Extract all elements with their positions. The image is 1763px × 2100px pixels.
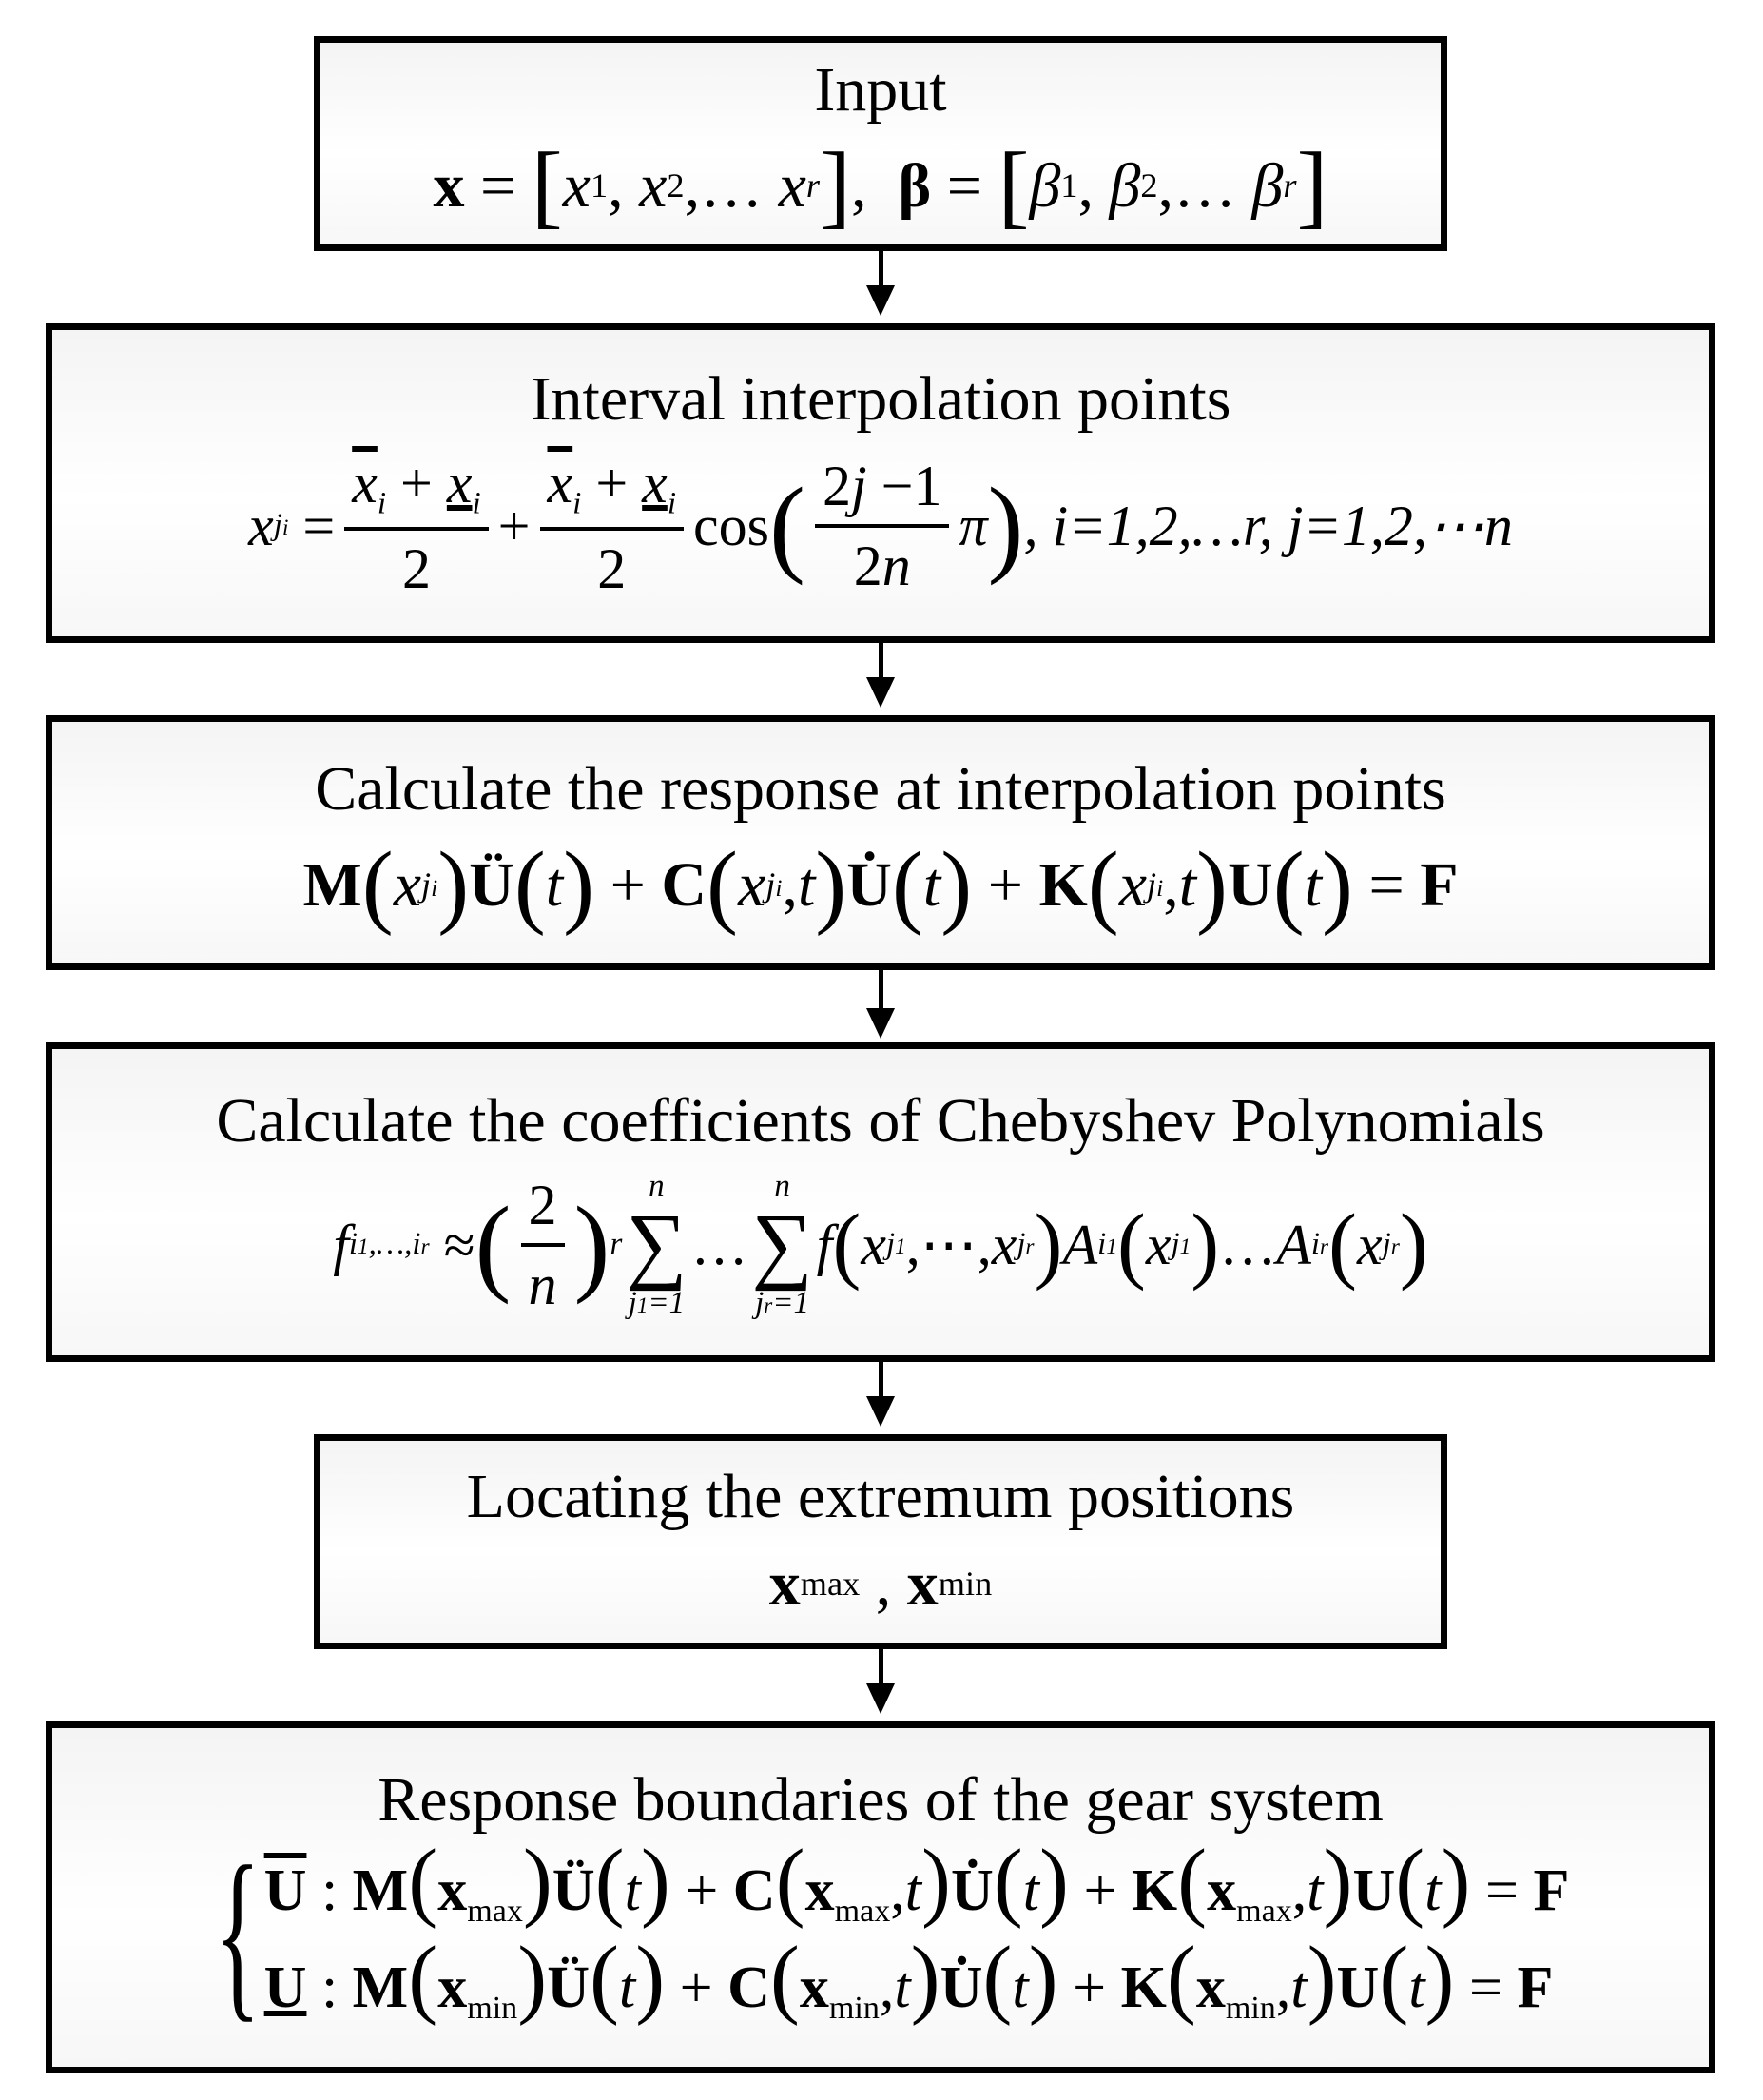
upper-bound-equation: $\overline{U}$ : M(xmax)Ü(t) + C(xmax,t)U̇(t) + K(xmax,t)U(t) = F bbox=[263, 1832, 1570, 1930]
interpolation-indices: , i=1,2,…r, j=1,2,⋯n bbox=[1023, 494, 1513, 557]
interpolation-title: Interval interpolation points bbox=[530, 363, 1231, 434]
response-box bbox=[46, 715, 1715, 970]
extremum-box bbox=[314, 1434, 1447, 1649]
input-title: Input bbox=[814, 54, 947, 125]
response-title: Calculate the response at interpolation points bbox=[315, 753, 1446, 824]
extremum-title: Locating the extremum positions bbox=[466, 1462, 1295, 1532]
input-box bbox=[314, 36, 1447, 251]
interpolation-formula: x ji = $\frac{\overline{x}_i + x_i}{2}$ + $\frac{\overline{x}_i + x_i}{2}$ cos ( $\frac{2j -1}{2n}$ π ) , i=1,2,…r, j=1,2,⋯n bbox=[248, 449, 1513, 603]
boundaries-box bbox=[46, 1721, 1715, 2073]
response-formula: M ( x ji ) Ü ( t ) + C ( x ji , t ) U̇ ( t ) + K ( x ji , t ) U ( t ) = F bbox=[302, 833, 1459, 938]
input-formula: x = [ x 1 , x 2 ,… x r ] , β = [ β 1 , β 2 ,… β r ] bbox=[433, 134, 1328, 239]
coefficients-title: Calculate the coefficients of Chebyshev Polynomials bbox=[216, 1086, 1545, 1157]
interpolation-box bbox=[46, 323, 1715, 643]
left-brace: { bbox=[214, 1827, 261, 2038]
boundaries-equations bbox=[192, 1827, 1570, 2038]
boundaries-title: Response boundaries of the gear system bbox=[378, 1765, 1384, 1836]
coefficients-box bbox=[46, 1042, 1715, 1362]
extremum-formula: x max , x min bbox=[768, 1549, 993, 1620]
coefficients-formula: f i1,…,ir ≈ ( $\frac{2}{n}$ ) r n ∑ j1=1 … n ∑ jr=1 f ( x j1 ,⋯, x jr ) A i1 ( x j1 ) … A ir ( x jr ) bbox=[333, 1168, 1428, 1320]
lower-bound-equation: U : M(xmin)Ü(t) + C(xmin,t)U̇(t) + K(xmin,t)U(t) = F bbox=[263, 1928, 1554, 2027]
